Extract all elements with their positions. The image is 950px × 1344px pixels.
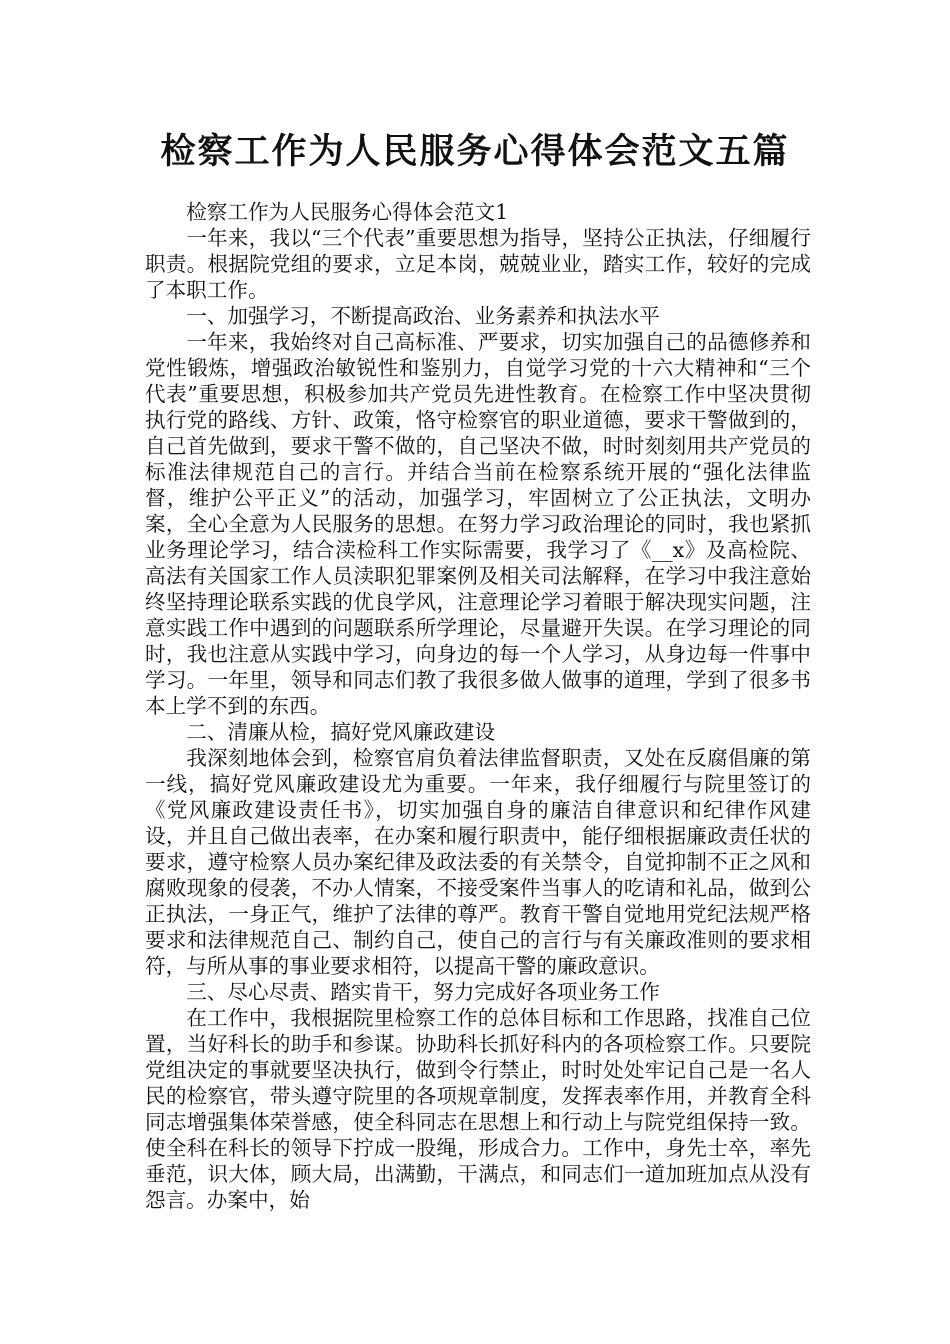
section-heading: 一、加强学习，不断提高政治、业务素养和执法水平 (186, 304, 660, 328)
paragraph-subtitle: 检察工作为人民服务心得体会范文1 (186, 200, 509, 224)
paragraph: 一年来，我以“三个代表”重要思想为指导，坚持公正执法，仔细履行职责。根据院党组的要求，立足本岗，兢兢业业，踏实工作，较好的完成了本职工作。 (145, 226, 811, 302)
section-heading: 三、尽心尽责、踏实肯干，努力完成好各项业务工作 (186, 980, 660, 1004)
document-body (145, 199, 811, 1213)
section-heading: 二、清廉从检，搞好党风廉政建设 (186, 720, 496, 744)
paragraph: 一年来，我始终对自己高标准、严要求，切实加强自己的品德修养和党性锻炼，增强政治敏锐性和鉴别力，自觉学习党的十六大精神和“三个代表”重要思想，积极参加共产党员先进性教育。在检察工作中坚决贯彻执行党的路线、方针、政策，恪守检察官的职业道德，要求干警做到的，自己首先做到，要求干警不做的，自己坚决不做，时时刻刻用共产党员的标准法律规范自己的言行。并结合当前在检察系统开展的“强化法律监督，维护公平正义”的活动，加强学习，牢固树立了公正执法，文明办案，全心全意为人民服务的思想。在努力学习政治理论的同时，我也紧抓业务理论学习，结合渎检科工作实际需要，我学习了《__x》及高检院、高法有关国家工作人员渎职犯罪案例及相关司法解释，在学习中我注意始终坚持理论联系实践的优良学风，注意理论学习着眼于解决现实问题，注意实践工作中遇到的问题联系所学理论，尽量避开失误。在学习理论的同时，我也注意从实践中学习，向身边的每一个人学习，从身边每一件事中学习。一年里，领导和同志们教了我很多做人做事的道理，学到了很多书本上学不到的东西。 (145, 330, 811, 718)
document-title: 检察工作为人民服务心得体会范文五篇 (160, 132, 790, 172)
paragraph: 我深刻地体会到，检察官肩负着法律监督职责，又处在反腐倡廉的第一线，搞好党风廉政建设尤为重要。一年来，我仔细履行与院里签订的《党风廉政建设责任书》，切实加强自身的廉洁自律意识和纪律作风建设，并且自己做出表率，在办案和履行职责中，能仔细根据廉政责任状的要求，遵守检察人员办案纪律及政法委的有关禁令，自觉抑制不正之风和腐败现象的侵袭，不办人情案，不接受案件当事人的吃请和礼品，做到公正执法，一身正气，维护了法律的尊严。教育干警自觉地用党纪法规严格要求和法律规范自己、制约自己，使自己的言行与有关廉政准则的要求相符，与所从事的事业要求相符，以提高干警的廉政意识。 (145, 746, 811, 978)
paragraph: 在工作中，我根据院里检察工作的总体目标和工作思路，找准自己位置，当好科长的助手和参谋。协助科长抓好科内的各项检察工作。只要院党组决定的事就要坚决执行，做到令行禁止，时时处处牢记自己是一名人民的检察官，带头遵守院里的各项规章制度，发挥表率作用，并教育全科同志增强集体荣誉感，使全科同志在思想上和行动上与院党组保持一致。使全科在科长的领导下拧成一股绳，形成合力。工作中，身先士卒，率先垂范，识大体，顾大局，出满勤，干满点，和同志们一道加班加点从没有怨言。办案中，始 (145, 1006, 811, 1212)
